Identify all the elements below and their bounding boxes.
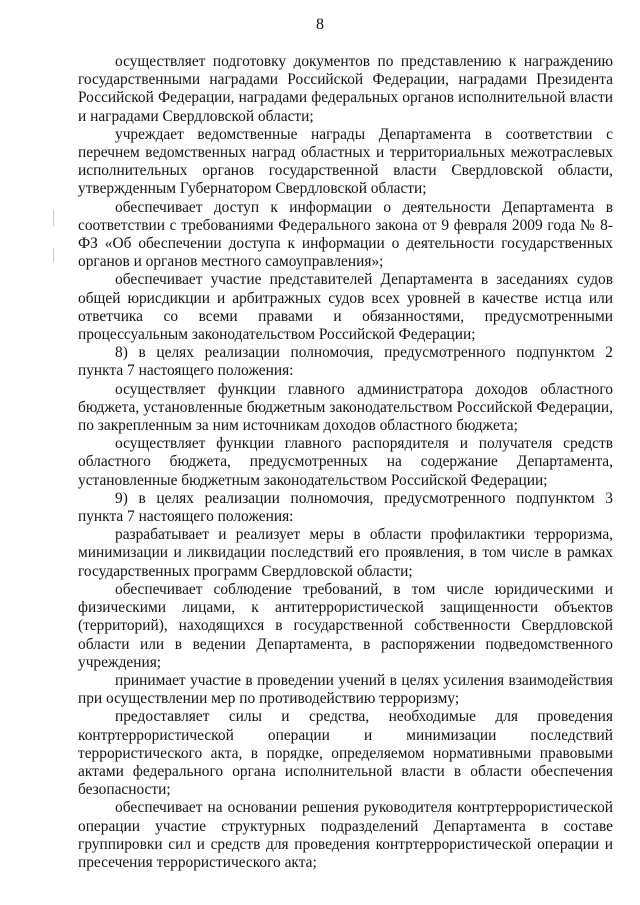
paragraph: осуществляет функции главного распорядителя и получателя средств областного бюджета, предусмотренных на содержание Департамента, установленные бюджетным законодательством Российской Федерации; (78, 435, 613, 489)
paragraph: обеспечивает соблюдение требований, в том числе юридическими и физическими лицами, к антитеррористической защищенности объектов (территорий), находящихся в государственной собственности Свердловской области или в ведении Департамента, в распоряжении подведомственного учреждения; (78, 580, 613, 671)
page-number: 8 (316, 16, 324, 33)
paragraph: обеспечивает доступ к информации о деятельности Департамента в соответствии с требованиями Федерального закона от 9 февраля 2009 года № 8-ФЗ «Об обеспечении доступа к информации о деятельности государственных органов и органов местного самоуправления»; (78, 198, 613, 271)
paragraph: предоставляет силы и средства, необходимые для проведения контртеррористической операции и минимизации последствий террористического акта, в порядке, определяемом нормативными правовыми актами федерального органа исполнительной власти в области обеспечения безопасности; (78, 708, 613, 799)
paragraph: осуществляет функции главного администратора доходов областного бюджета, установленные бюджетным законодательством Российской Федерации, по закрепленным за ним источникам доходов областного бюджета; (78, 380, 613, 435)
paragraph: учреждает ведомственные награды Департамента в соответствии с перечнем ведомственных наград областных и территориальных межотраслевых исполнительных органов государственной власти Свердловской области, утвержденным Губернатором Свердловской области; (78, 125, 613, 198)
paragraph: 8) в целях реализации полномочия, предусмотренного подпунктом 2 пункта 7 настоящего положения: (78, 344, 613, 380)
paragraph: разрабатывает и реализует меры в области профилактики терроризма, минимизации и ликвидации последствий его проявления, в том числе в рамках государственных программ Свердловской области; (78, 526, 613, 580)
paragraph: обеспечивает на основании решения руководителя контртеррористической операции участие структурных подразделений Департамента в составе группировки сил и средств для проведения контртеррористической операции и пресечения террористического акта; (78, 799, 613, 871)
paragraph: обеспечивает участие представителей Департамента в заседаниях судов общей юрисдикции и арбитражных судов всех уровней в качестве истца или ответчика со всеми правами и обязанностями, предусмотренными процессуальным законодательством Российской Федерации; (78, 271, 613, 344)
paragraph: принимает участие в проведении учений в целях усиления взаимодействия при осуществлении мер по противодействию терроризму; (78, 671, 613, 708)
paragraph: осуществляет подготовку документов по представлению к награждению государственными наградами Российской Федерации, наградами Президента Российской Федерации, наградами федеральных органов исполнительной власти и наградами Свердловской области; (78, 53, 613, 125)
scan-artifact (53, 210, 54, 226)
scan-artifact (53, 248, 54, 262)
paragraph: 9) в целях реализации полномочия, предусмотренного подпунктом 3 пункта 7 настоящего положения: (78, 489, 613, 526)
document-body (78, 53, 613, 872)
